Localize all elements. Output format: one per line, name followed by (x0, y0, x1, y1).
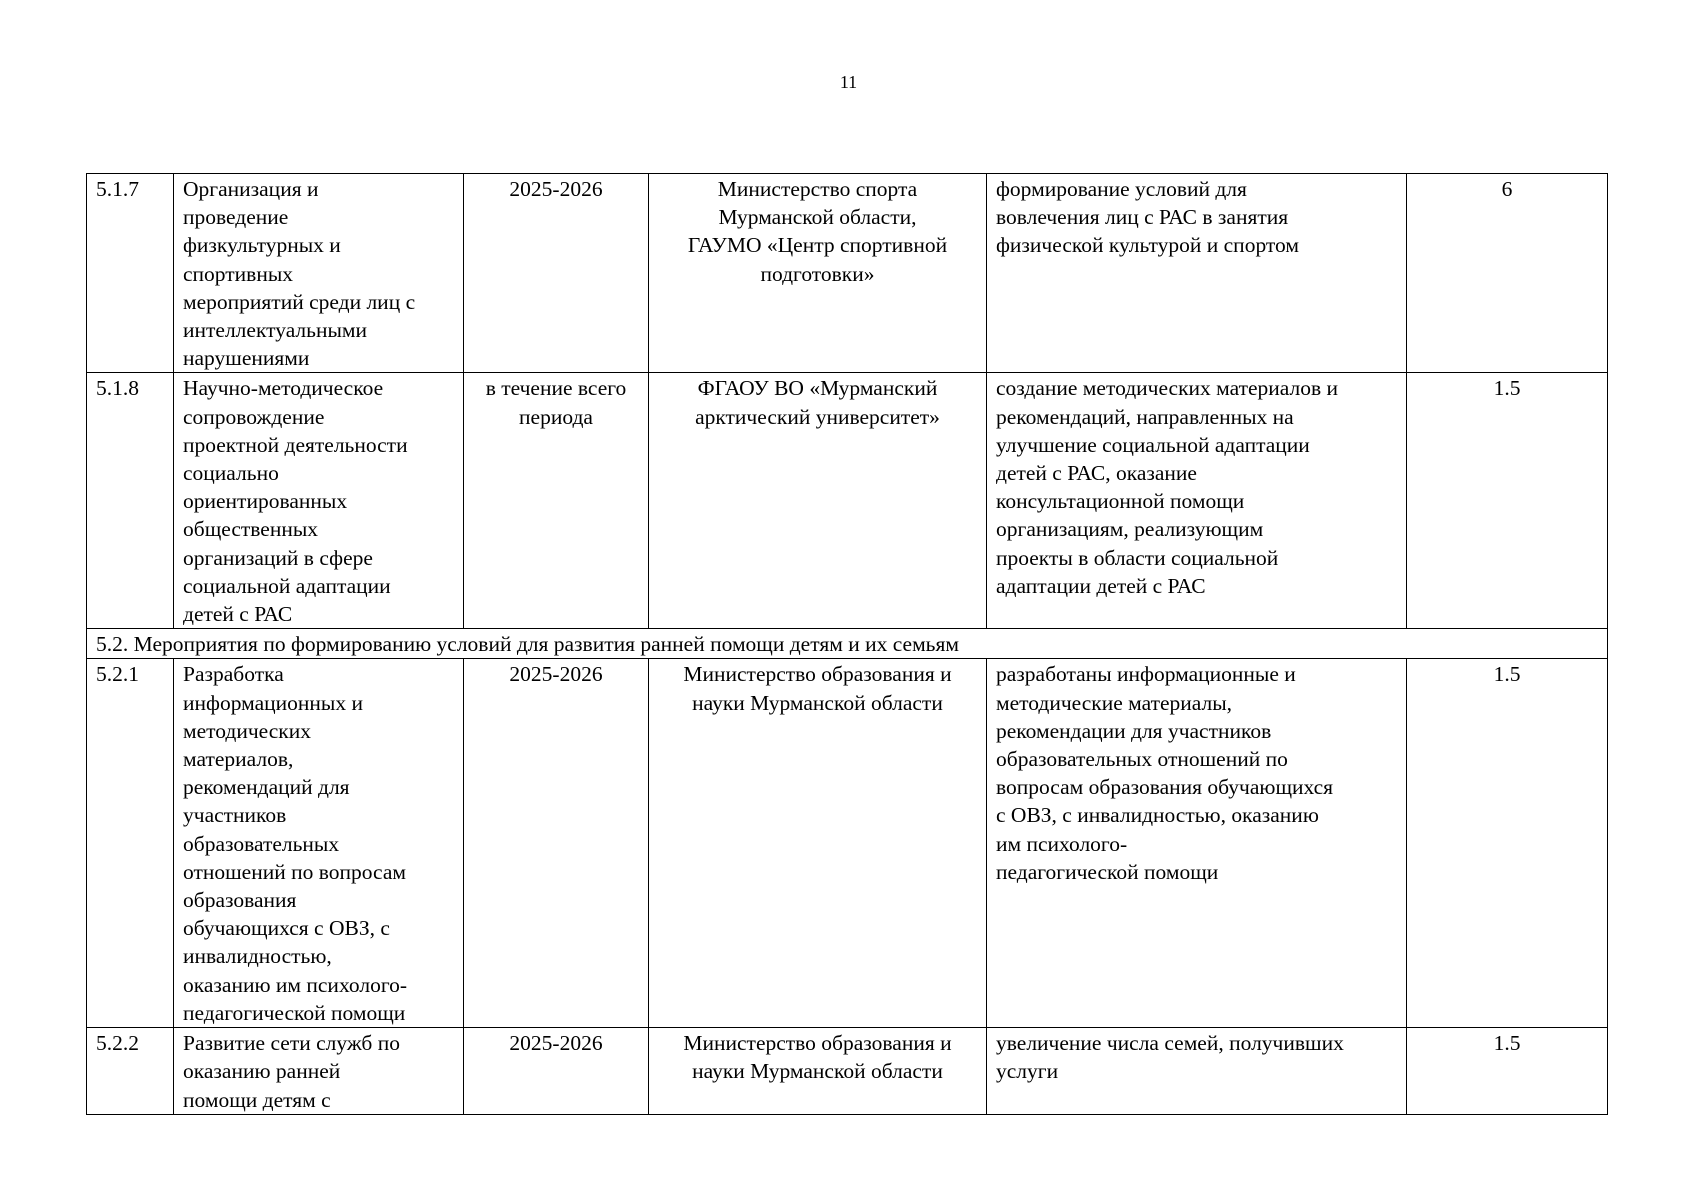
cell-text-line: детей с РАС, оказание (996, 461, 1197, 486)
cell-text-line: физической культурой и спортом (996, 233, 1299, 258)
cell-text-line: отношений по вопросам (183, 859, 406, 884)
measure-name (174, 659, 464, 1028)
cell-text-line: инвалидностью, (183, 944, 332, 969)
cell-text-line: педагогической помощи (183, 1000, 406, 1025)
cell-text-line: вопросам образования обучающихся (996, 775, 1334, 800)
cell-text-line: интеллектуальными (183, 318, 368, 343)
cell-text-line: Министерство образования и (683, 662, 952, 687)
cell-text-line: 2025-2026 (509, 177, 603, 201)
cell-text-line: организаций в сфере (183, 545, 373, 570)
cell-text-line: сопровождение (183, 404, 325, 429)
cell-text-line: науки Мурманской области (692, 1059, 943, 1084)
cell-text-line: услуги (996, 1059, 1059, 1084)
cell-text-line: Научно-методическое (183, 376, 384, 401)
cell-text-line: помощи детям с (183, 1087, 331, 1112)
cell-text-line: улучшение социальной адаптации (996, 432, 1310, 457)
cell-text-line: увеличение числа семей, получивших (996, 1031, 1344, 1056)
measure-executor (649, 1028, 987, 1115)
row-number: 5.1.8 (87, 373, 174, 629)
cell-text-line: адаптации детей с РАС (996, 573, 1206, 598)
measure-result (987, 373, 1407, 629)
cell-text-line: социальной адаптации (183, 573, 391, 598)
cell-text-line: Министерство спорта (717, 177, 918, 201)
cell-text-line: детей с РАС (183, 602, 293, 627)
cell-text-line: спортивных (183, 261, 294, 286)
cell-text-line: оказанию ранней (183, 1059, 341, 1084)
cell-text-line: нарушениями (183, 346, 310, 371)
cell-text-line: в течение всего (485, 376, 627, 401)
cell-text-line: обучающихся с ОВЗ, с (183, 916, 390, 941)
cell-text-line: создание методических материалов и (996, 376, 1339, 401)
measure-name (174, 174, 464, 373)
cell-text-line: 2025-2026 (509, 662, 603, 687)
cell-text-line: консультационной помощи (996, 489, 1245, 514)
cell-text-line: Разработка (183, 662, 284, 687)
measure-result (987, 1028, 1407, 1115)
measure-name (174, 1028, 464, 1115)
cell-text-line: методических (183, 718, 311, 743)
cell-text-line: Министерство образования и (683, 1031, 952, 1056)
row-number: 5.2.2 (87, 1028, 174, 1115)
measure-result (987, 659, 1407, 1028)
cell-text-line: ФГАОУ ВО «Мурманский (697, 376, 938, 401)
row-number: 5.2.1 (87, 659, 174, 1028)
cell-text-line: 2025-2026 (509, 1031, 603, 1056)
measure-name (174, 373, 464, 629)
cell-text-line: проекты в области социальной (996, 545, 1279, 570)
cell-text-line: проектной деятельности (183, 432, 408, 457)
cell-text-line: рекомендаций для (183, 775, 350, 800)
table-row-5-2-2 (87, 1028, 1608, 1115)
measure-code: 1.5 (1407, 1028, 1608, 1115)
cell-text-line: Мурманской области, (718, 205, 917, 230)
cell-text-line: организациям, реализующим (996, 517, 1264, 542)
row-number: 5.1.7 (87, 174, 174, 373)
cell-text-line: подготовки» (760, 261, 875, 286)
table-row-5-1-8 (87, 373, 1608, 629)
cell-text-line: участников (183, 803, 287, 828)
measure-code: 1.5 (1407, 659, 1608, 1028)
cell-text-line: ориентированных (183, 489, 348, 514)
table-row-5-1-7 (87, 174, 1608, 373)
cell-text-line: педагогической помощи (996, 859, 1219, 884)
table-row-5-2-1 (87, 659, 1608, 1028)
cell-text-line: им психолого- (996, 831, 1128, 856)
cell-text-line: Развитие сети служб по (183, 1031, 400, 1056)
measure-term (464, 373, 649, 629)
cell-text-line: ГАУМО «Центр спортивной (687, 233, 948, 258)
cell-text-line: вовлечения лиц с РАС в занятия (996, 205, 1289, 230)
cell-text-line: Организация и (183, 177, 319, 201)
cell-text-line: физкультурных и (183, 233, 341, 258)
cell-text-line: науки Мурманской области (692, 690, 943, 715)
section-row-5-2 (87, 629, 1608, 659)
cell-text-line: арктический университет» (695, 404, 940, 429)
cell-text-line: мероприятий среди лиц с (183, 289, 416, 314)
cell-text-line: образования (183, 888, 297, 913)
measure-code: 1.5 (1407, 373, 1608, 629)
cell-text-line: информационных и (183, 690, 363, 715)
cell-text-line: периода (519, 404, 593, 429)
cell-text-line: материалов, (183, 747, 294, 772)
cell-text-line: образовательных отношений по (996, 747, 1288, 772)
measure-executor (649, 659, 987, 1028)
measure-executor (649, 373, 987, 629)
measure-executor (649, 174, 987, 373)
section-heading: 5.2. Мероприятия по формированию условий для развития ранней помощи детям и их семьям (87, 629, 1608, 659)
cell-text-line: формирование условий для (996, 177, 1247, 201)
measures-table (86, 173, 1608, 1115)
measure-result (987, 174, 1407, 373)
cell-text-line: с ОВЗ, с инвалидностью, оказанию (996, 803, 1319, 828)
measure-term (464, 659, 649, 1028)
cell-text-line: методические материалы, (996, 690, 1233, 715)
measure-term (464, 174, 649, 373)
cell-text-line: образовательных (183, 831, 340, 856)
cell-text-line: разработаны информационные и (996, 662, 1296, 687)
cell-text-line: социально (183, 461, 279, 486)
measure-code: 6 (1407, 174, 1608, 373)
cell-text-line: общественных (183, 517, 319, 542)
cell-text-line: оказанию им психолого- (183, 972, 408, 997)
page-number: 11 (839, 72, 858, 92)
cell-text-line: рекомендаций, направленных на (996, 404, 1294, 429)
cell-text-line: рекомендации для участников (996, 718, 1272, 743)
measure-term (464, 1028, 649, 1115)
cell-text-line: проведение (183, 205, 289, 230)
